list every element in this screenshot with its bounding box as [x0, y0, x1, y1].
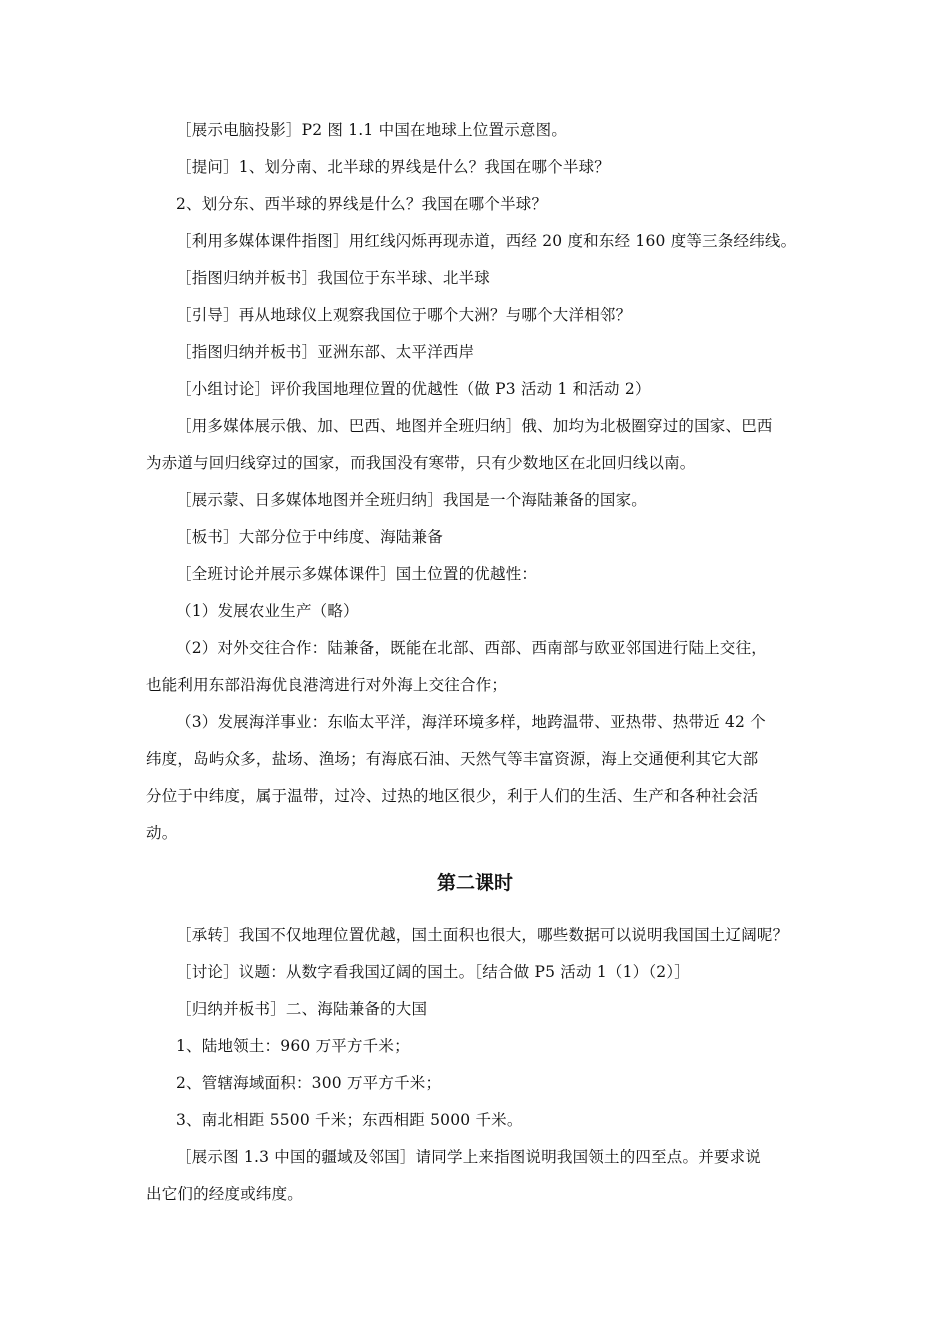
paragraph-board-latitude: ［板书］大部分位于中纬度、海陆兼备 [176, 528, 443, 546]
paragraph-projection: ［展示电脑投影］P2 图 1.1 中国在地球上位置示意图。 [176, 121, 568, 139]
paragraph-map-comparison-line2: 为赤道与回归线穿过的国家，而我国没有寒带，只有少数地区在北回归线以南。 [146, 454, 696, 472]
list-item-ocean-line3: 分位于中纬度，属于温带，过冷、过热的地区很少，利于人们的生活、生产和各种社会活 [146, 787, 759, 805]
paragraph-board-hemisphere: ［指图归纳并板书］我国位于东半球、北半球 [176, 269, 491, 287]
paragraph-land-sea: ［展示蒙、日多媒体地图并全班归纳］我国是一个海陆兼备的国家。 [176, 491, 648, 509]
paragraph-question: ［提问］1、划分南、北半球的界线是什么？我国在哪个半球？ [176, 158, 610, 176]
paragraph-guide: ［引导］再从地球仪上观察我国位于哪个大洲？与哪个大洋相邻？ [176, 306, 632, 324]
paragraph-transition: ［承转］我国不仅地理位置优越，国土面积也很大，哪些数据可以说明我国国土辽阔呢？ [176, 926, 789, 944]
section-heading: 第二课时 [436, 872, 513, 894]
list-item-exchange-line2: 也能利用东部沿海优良港湾进行对外海上交往合作； [146, 676, 508, 694]
list-item-land-area: 1、陆地领土：960 万平方千米； [176, 1037, 410, 1055]
paragraph-courseware-map: ［利用多媒体课件指图］用红线闪烁再现赤道，西经 20 度和东经 160 度等三条经纬线。 [176, 232, 797, 250]
list-item-distances: 3、南北相距 5500 千米；东西相距 5000 千米。 [176, 1111, 523, 1129]
list-item-exchange-line1: （2）对外交往合作：陆兼备，既能在北部、西部、西南部与欧亚邻国进行陆上交往， [176, 639, 767, 657]
paragraph-class-discussion: ［全班讨论并展示多媒体课件］国土位置的优越性： [176, 565, 538, 583]
paragraph-map-comparison-line1: ［用多媒体展示俄、加、巴西、地图并全班归纳］俄、加均为北极圈穿过的国家、巴西 [176, 417, 773, 435]
paragraph-board-large-country: ［归纳并板书］二、海陆兼备的大国 [176, 1000, 428, 1018]
list-item-agriculture: （1）发展农业生产（略） [176, 602, 359, 620]
paragraph-question-2: 2、划分东、西半球的界线是什么？我国在哪个半球？ [176, 195, 548, 213]
paragraph-discussion: ［讨论］议题：从数字看我国辽阔的国土。［结合做 P5 活动 1（1）（2）］ [176, 963, 691, 981]
paragraph-territory-map-line1: ［展示图 1.3 中国的疆域及邻国］请同学上来指图说明我国领土的四至点。并要求说 [176, 1148, 762, 1166]
list-item-ocean-line4: 动。 [146, 824, 178, 842]
list-item-ocean-line2: 纬度，岛屿众多，盐场、渔场；有海底石油、天然气等丰富资源，海上交通便利其它大部 [146, 750, 759, 768]
paragraph-board-continent: ［指图归纳并板书］亚洲东部、太平洋西岸 [176, 343, 475, 361]
list-item-ocean-line1: （3）发展海洋事业：东临太平洋，海洋环境多样，地跨温带、亚热带、热带近 42 个 [176, 713, 766, 731]
paragraph-group-discussion: ［小组讨论］评价我国地理位置的优越性（做 P3 活动 1 和活动 2） [176, 380, 651, 398]
paragraph-territory-map-line2: 出它们的经度或纬度。 [146, 1185, 304, 1203]
list-item-sea-area: 2、管辖海域面积：300 万平方千米； [176, 1074, 442, 1092]
